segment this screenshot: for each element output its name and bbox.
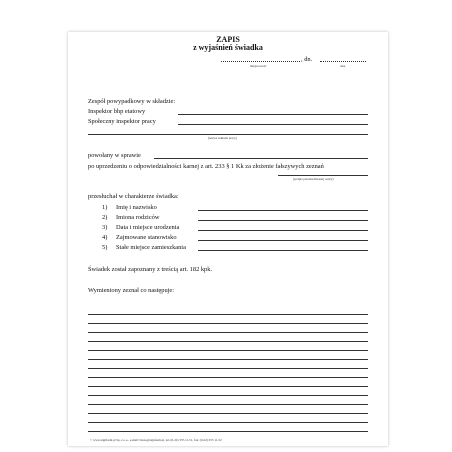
heard-as-witness: przesłuchał w charakterze świadka:	[88, 193, 179, 200]
form-page	[68, 32, 388, 446]
witness-field-num: 2)	[102, 214, 108, 221]
witness-field-num: 1)	[102, 204, 108, 211]
testimony-line[interactable]	[88, 404, 368, 405]
testimony-line[interactable]	[88, 359, 368, 360]
witness-field-label: Imię i nazwisko	[116, 204, 157, 211]
witness-field-line[interactable]	[198, 230, 368, 231]
acquainted-text: Świadek został zapoznany z treścią art. 182 kpk.	[88, 266, 213, 273]
footer-text: © www.signform.pl Sp. z o.o., e-mail: biuro@signform.pl, tel. (0-22) 337-11-51, fax: (0-22) 337-11-52	[90, 438, 222, 442]
summoned-label: powołany w sprawie	[88, 152, 141, 159]
social-inspector-label: Społeczny inspektor pracy	[88, 118, 156, 125]
testimony-line[interactable]	[88, 323, 368, 324]
testimony-line[interactable]	[88, 395, 368, 396]
witness-field-num: 4)	[102, 234, 108, 241]
questioned-signature-line[interactable]	[278, 175, 368, 176]
caption-questioned: (podpis przesłuchiwanej osoby)	[293, 177, 334, 181]
inspector-bhp-line[interactable]	[178, 114, 368, 115]
caption-workplace: (nazwa zakładu pracy)	[208, 136, 237, 140]
witness-field-line[interactable]	[198, 250, 368, 251]
testified-text: Wymieniony zeznał co następuje:	[88, 287, 175, 294]
form-title: ZAPIS	[216, 35, 240, 44]
witness-field-label: Zajmowane stanowisko	[116, 234, 177, 241]
testimony-line[interactable]	[88, 431, 368, 432]
date-line[interactable]	[320, 61, 366, 62]
date-separator: , dn.	[301, 56, 313, 63]
testimony-line[interactable]	[88, 350, 368, 351]
warning-text: po uprzedzeniu o odpowiedzialności karnej z art. 233 § 1 Kk za złożenie fałszywych zeznań	[88, 163, 324, 170]
caption-date: data	[340, 64, 346, 68]
workplace-line[interactable]	[88, 134, 368, 135]
form-subtitle: z wyjaśnień świadka	[193, 43, 263, 52]
witness-field-label: Stałe miejsce zamieszkania	[116, 244, 186, 251]
witness-field-line[interactable]	[198, 210, 368, 211]
testimony-line[interactable]	[88, 314, 368, 315]
team-intro: Zespół powypadkowy w składzie:	[88, 98, 176, 105]
testimony-line[interactable]	[88, 341, 368, 342]
testimony-line[interactable]	[88, 377, 368, 378]
witness-field-line[interactable]	[198, 220, 368, 221]
witness-field-num: 5)	[102, 244, 108, 251]
witness-field-label: Imiona rodziców	[116, 214, 160, 221]
testimony-line[interactable]	[88, 386, 368, 387]
witness-field-line[interactable]	[198, 240, 368, 241]
testimony-line[interactable]	[88, 413, 368, 414]
testimony-line[interactable]	[88, 368, 368, 369]
witness-field-label: Data i miejsce urodzenia	[116, 224, 180, 231]
summoned-line[interactable]	[154, 158, 368, 159]
place-line[interactable]	[221, 61, 300, 62]
inspector-bhp-label: Inspektor bhp etatowy	[88, 108, 146, 115]
witness-field-num: 3)	[102, 224, 108, 231]
testimony-line[interactable]	[88, 422, 368, 423]
testimony-line[interactable]	[88, 332, 368, 333]
caption-place: miejscowość	[250, 64, 267, 68]
social-inspector-line[interactable]	[178, 124, 368, 125]
